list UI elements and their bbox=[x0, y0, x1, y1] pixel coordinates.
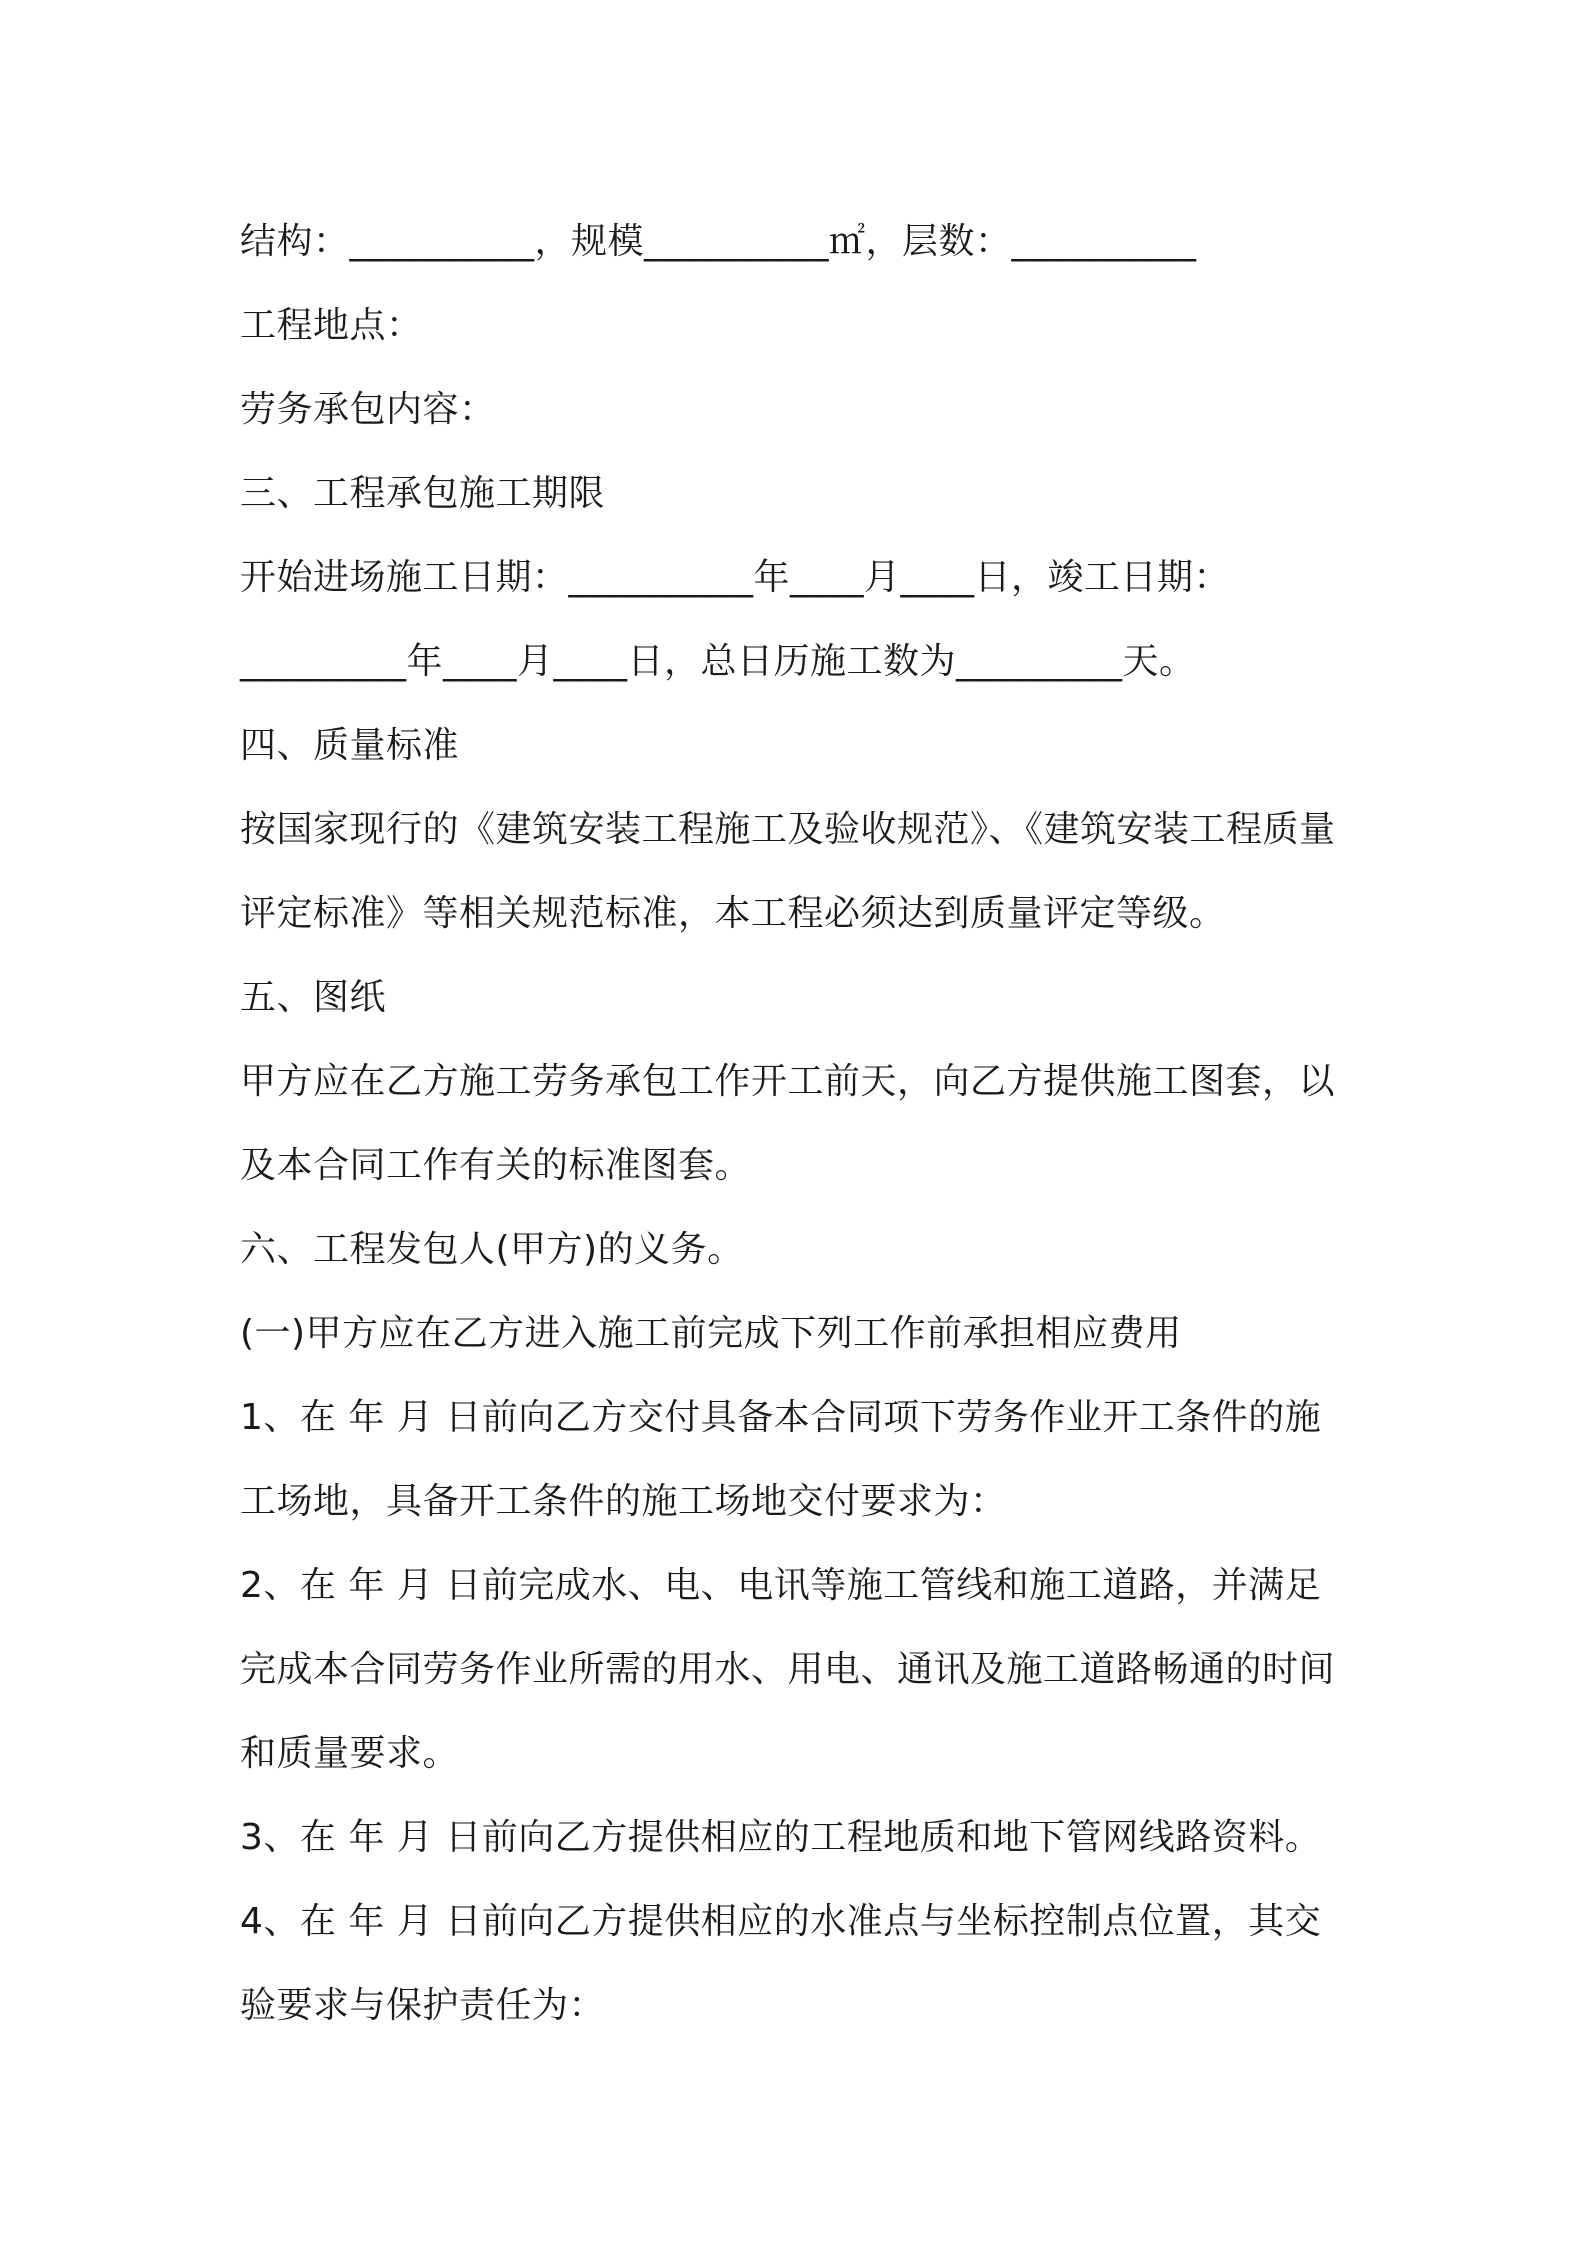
section-heading-construction-period: 三、工程承包施工期限 bbox=[240, 473, 606, 514]
item-4-line-1: 4、在 年 月 日前向乙方提供相应的水准点与坐标控制点位置，其交 bbox=[240, 1901, 1322, 1942]
item-1-line-2: 工场地，具备开工条件的施工场地交付要求为： bbox=[240, 1481, 1007, 1522]
quality-standard-paragraph-line-2: 评定标准》等相关规范标准，本工程必须达到质量评定等级。 bbox=[240, 893, 1226, 934]
item-3-line-1: 3、在 年 月 日前向乙方提供相应的工程地质和地下管网线路资料。 bbox=[240, 1817, 1322, 1858]
start-date-line: 开始进场施工日期：__________年____月____日，竣工日期： bbox=[240, 557, 1231, 598]
item-1-line-1: 1、在 年 月 日前向乙方交付具备本合同项下劳务作业开工条件的施 bbox=[240, 1397, 1322, 1438]
document-body bbox=[240, 200, 1358, 2048]
subsection-heading-pre-construction-work: (一)甲方应在乙方进入施工前完成下列工作前承担相应费用 bbox=[240, 1313, 1182, 1354]
labor-contract-content-line: 劳务承包内容： bbox=[240, 389, 496, 430]
drawings-paragraph-line-2: 及本合同工作有关的标准图套。 bbox=[240, 1145, 752, 1186]
drawings-paragraph-line-1: 甲方应在乙方施工劳务承包工作开工前天，向乙方提供施工图套，以 bbox=[240, 1061, 1336, 1102]
item-2-line-1: 2、在 年 月 日前完成水、电、电讯等施工管线和施工道路，并满足 bbox=[240, 1565, 1322, 1606]
structure-scale-floors-line: 结构：__________，规模__________㎡，层数：__________ bbox=[240, 221, 1197, 262]
section-heading-drawings: 五、图纸 bbox=[240, 977, 387, 1018]
section-heading-employer-obligations: 六、工程发包人(甲方)的义务。 bbox=[240, 1229, 744, 1270]
section-heading-quality-standard: 四、质量标准 bbox=[240, 725, 460, 766]
project-location-line: 工程地点： bbox=[240, 305, 423, 346]
item-4-line-2: 验要求与保护责任为： bbox=[240, 1985, 606, 2026]
item-2-line-2: 完成本合同劳务作业所需的用水、用电、通讯及施工道路畅通的时间 bbox=[240, 1649, 1336, 1690]
completion-date-line: _________年____月____日，总日历施工数为_________天。 bbox=[240, 641, 1196, 682]
item-2-line-3: 和质量要求。 bbox=[240, 1733, 460, 1774]
quality-standard-paragraph-line-1: 按国家现行的《建筑安装工程施工及验收规范》、《建筑安装工程质量 bbox=[240, 809, 1336, 850]
